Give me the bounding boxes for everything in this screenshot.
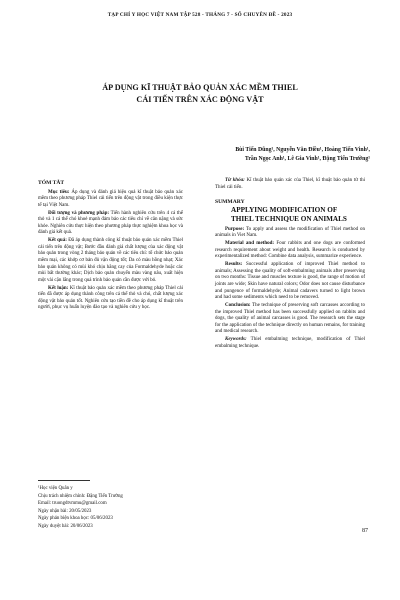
vietnamese-abstract xyxy=(38,180,183,313)
purpose-text: To apply and assess the modification of Thiel method on animals in Viet Nam. xyxy=(215,226,365,239)
english-title-line-1: APPLYING MODIFICATION OF xyxy=(231,205,338,214)
results-text-en: Successful application of improved Thiel method to animals; Assessing the quality of soft-embalming animals after preserving on two months: Tissue and muscles texture is good, the range of motion of joints are wide; Skin have natural colors; Odor does not cause disturbance and pungence of formaldehyde; Animal cadavers turned to light brown and had some sediments which need to be removed. xyxy=(215,262,366,301)
keywords-text-en: Thiel embalming technique, modification of Thiel embalming technique. xyxy=(215,337,365,349)
conclusion-label-vi: Kết luận: xyxy=(48,285,69,291)
results-paragraph-en xyxy=(215,262,365,301)
authors-line-2: Trần Ngọc Anh¹, Lê Gia Vinh¹, Đặng Tiến Trường¹ xyxy=(244,155,370,162)
conclusion-label-en: Conclusion: xyxy=(225,303,251,309)
subjects-label: Đối tượng và phương pháp: xyxy=(48,210,110,216)
results-text-vi: Đã áp dụng thành công kĩ thuật bảo quản xác mềm Thiel cải tiến trên động vật; Bước đầu đánh giá chất lượng của xác động vật bảo quản trong vòng 2 tháng bảo quản về các tiêu chí: tổ chức bảo quản mềm mại, các khớp cơ bản đủ vận động tốt; Da có màu hồng nhạt; Xác bảo quản không có mùi khó chịu hăng cay của Formaldehyde hoặc các mùi bất thường khác; Dịch bảo quản chuyển màu vàng nâu, xuất hiện một vài cặn lắng trong quá trình bảo quản cần được với bỏ. xyxy=(38,238,184,283)
material-label: Material and method: xyxy=(225,241,275,247)
page-number: 87 xyxy=(362,528,368,534)
footnote-accepted: Ngày duyệt bài: 20/06/2023 xyxy=(38,523,93,529)
subjects-text: Tiến hành nghiên cứu trên 4 cá thể thỏ và 1 cá thể chó khoẻ mạnh đảm bảo các tiêu chí về cân nặng và sức khỏe. Nghiên cứu thực hiện theo phương pháp thực nghiệm khoa học và đánh giá kết quả. xyxy=(38,210,183,236)
footnote-divider xyxy=(38,480,90,481)
footnote-reviewed: Ngày phản biện khoa học: 05/06/2023 xyxy=(38,516,113,522)
title-line-1: ÁP DỤNG KĨ THUẬT BẢO QUẢN XÁC MỀM THIEL xyxy=(102,83,298,92)
results-label-en: Results: xyxy=(225,262,243,268)
objective-label: Mục tiêu: xyxy=(48,189,70,195)
footnote-received: Ngày nhận bài: 20/05/2023 xyxy=(38,508,92,514)
purpose-label: Purpose: xyxy=(225,226,245,232)
footnote-corresponding: Chịu trách nhiệm chính: Đặng Tiến Trường xyxy=(38,493,123,499)
objective-paragraph xyxy=(38,190,183,210)
footnote-affiliation: ¹Học viện Quân y xyxy=(38,486,73,491)
journal-header: TẠP CHÍ Y HỌC VIỆT NAM TẬP 528 - THÁNG 7 - SỐ CHUYÊN ĐỀ - 2023 xyxy=(107,12,293,18)
summary-heading: SUMMARY xyxy=(215,199,245,206)
keywords-paragraph-en xyxy=(215,337,365,350)
footnote xyxy=(38,485,188,531)
footnote-email: Email: truongdtvmmu@gmail.com xyxy=(38,501,107,507)
authors-line-1: Bùi Tiến Dũng¹, Nguyễn Văn Điều¹, Hoàng Tiến Vinh¹, xyxy=(235,147,370,153)
english-title xyxy=(231,206,365,224)
material-text: Four rabbits and one dogs are conformed research requirement about weight and health. Research is conducted by experimentalized method: Combine data analysis, summarize experience. xyxy=(215,241,366,260)
purpose-paragraph xyxy=(215,227,365,240)
english-title-line-2: THIEL TECHNIQUE ON ANIMALS xyxy=(231,214,347,223)
results-paragraph-vi xyxy=(38,238,183,284)
conclusion-text-en: The technique of preserving soft carcasses according to the improved Thiel method has been successfully applied on rabbits and dogs, the quality of animal carcasses is good. The research sets the stage for the application of the technique directly on human remains, for training and medical research. xyxy=(215,303,365,335)
conclusion-text-vi: Kĩ thuật bảo quản xác mềm theo phương pháp Thiel cải tiến đã được áp dụng thành công trên cá thể thỏ và chó, chất lượng xác động vật bảo quản tốt. Nghiên cứu tạo tiền đề cho áp dụng kĩ thuật trên người, phục vụ huấn luyện đào tạo và nghiên cứu y học. xyxy=(38,285,184,311)
conclusion-paragraph-en xyxy=(215,303,365,336)
subjects-paragraph xyxy=(38,211,183,237)
keywords-text-vi: Kĩ thuật bảo quản xác của Thiel, kĩ thuật bảo quản tử thi Thiel cải tiến. xyxy=(215,178,365,190)
english-abstract xyxy=(215,178,365,352)
objective-text: Áp dụng và đánh giá hiệu quả kĩ thuật bảo quản xác mềm theo phương pháp Thiel cải tiến trên động vật trong điều kiện thực tế tại Việt Nam. xyxy=(38,189,183,208)
keywords-label-en: Keywords: xyxy=(225,337,247,343)
author-list xyxy=(140,146,370,163)
keywords-label-vi: Từ khóa: xyxy=(225,178,245,183)
keywords-paragraph-vi xyxy=(215,178,365,191)
abstract-heading: TÓM TẮT xyxy=(38,180,65,186)
material-paragraph xyxy=(215,241,365,261)
results-label-vi: Kết quả: xyxy=(48,238,67,244)
conclusion-paragraph-vi xyxy=(38,286,183,312)
article-title xyxy=(40,82,360,106)
title-line-2: CÁI TIẾN TRÊN XÁC ĐỘNG VẬT xyxy=(136,95,264,104)
